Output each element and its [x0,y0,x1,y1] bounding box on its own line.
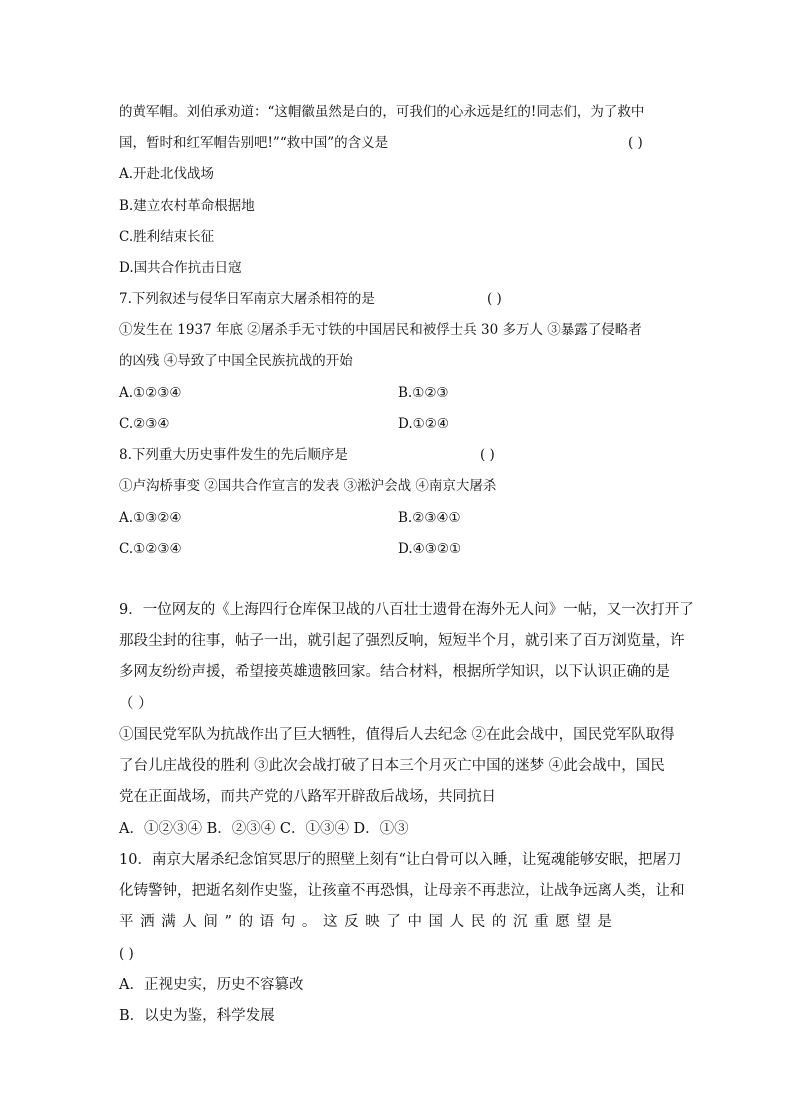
q6-option-c: C.胜利结束长征 [119,229,215,245]
q7-items-line2: 的凶残 ④导致了中国全民族抗战的开始 [119,353,353,369]
q7-option-c: C.②③④ [119,416,170,432]
q6-option-a: A.开赴北伐战场 [119,166,215,182]
q8-answer-blank: ( ) [480,447,495,463]
q6-option-b: B.建立农村革命根据地 [119,198,255,214]
q9-stem-line2: 那段尘封的往事，帖子一出，就引起了强烈反响，短短半个月，就引来了百万浏览量，许 [119,633,685,649]
q7-option-a: A.①②③④ [119,385,182,401]
q8-stem: 8.下列重大历史事件发生的先后顺序是 [119,447,348,463]
q8-items: ①卢沟桥事变 ②国共合作宣言的发表 ③淞沪会战 ④南京大屠杀 [119,478,497,494]
q7-answer-blank: ( ) [487,291,502,307]
q8-option-b: B.②③④① [398,510,461,526]
q6-stem-line2: 国，暂时和红军帽告别吧!”“救中国”的含义是 [119,135,389,151]
q9-items-line1: ①国民党军队为抗战作出了巨大牺牲，值得后人去纪念 ②在此会战中，国民党军队取得 [119,727,675,743]
q10-option-b: B．以史为鉴，科学发展 [119,1008,275,1024]
q10-stem-line2: 化铸警钟，把逝名刻作史鉴，让孩童不再恐惧，让母亲不再悲泣，让战争远离人类，让和 [119,883,685,899]
q9-stem-line3: 多网友纷纷声援，希望接英雄遗骸回家。结合材料，根据所学知识，以下认识正确的是 [119,664,670,680]
q10-stem-line3: 平 洒 满 人 间 ” 的 语 句 。 这 反 映 了 中 国 人 民 的 沉 重 愿 望 是 [119,914,613,930]
q7-items-line1: ①发生在 1937 年底 ②屠杀手无寸铁的中国居民和被俘士兵 30 多万人 ③暴露了侵略者 [119,322,642,338]
q9-options: A．①②③④ B．②③④ C．①③④ D．①③ [119,821,409,837]
q6-answer-blank: ( ) [628,135,643,151]
q7-stem: 7.下列叙述与侵华日军南京大屠杀相符的是 [119,291,375,307]
q10-option-a: A．正视史实，历史不容篡改 [119,977,304,993]
q9-items-line3: 党在正面战场，而共产党的八路军开辟敌后战场，共同抗日 [119,789,496,805]
q8-option-c: C.①②③④ [119,541,182,557]
q9-stem-line1: 9．一位网友的《上海四行仓库保卫战的八百壮士遗骨在海外无人问》一帖，又一次打开了 [119,602,694,618]
q10-stem-line1: 10．南京大屠杀纪念馆冥思厅的照壁上刻有“让白骨可以入睡，让冤魂能够安眠，把屠刀 [119,852,682,868]
q10-answer-blank: ( ) [119,946,134,962]
q7-option-b: B.①②③ [398,385,449,401]
q9-answer-blank: （ ） [119,696,153,712]
q9-items-line2: 了台儿庄战役的胜利 ③此次会战打破了日本三个月灭亡中国的迷梦 ④此会战中，国民 [119,758,665,774]
q7-option-d: D.①②④ [398,416,449,432]
q6-option-d: D.国共合作抗击日寇 [119,260,242,276]
q8-option-a: A.①③②④ [119,510,182,526]
q8-option-d: D.④③②① [398,541,462,557]
q6-stem-line1: 的黄军帽。刘伯承劝道：“这帽徽虽然是白的，可我们的心永远是红的!同志们，为了救中 [119,104,645,120]
